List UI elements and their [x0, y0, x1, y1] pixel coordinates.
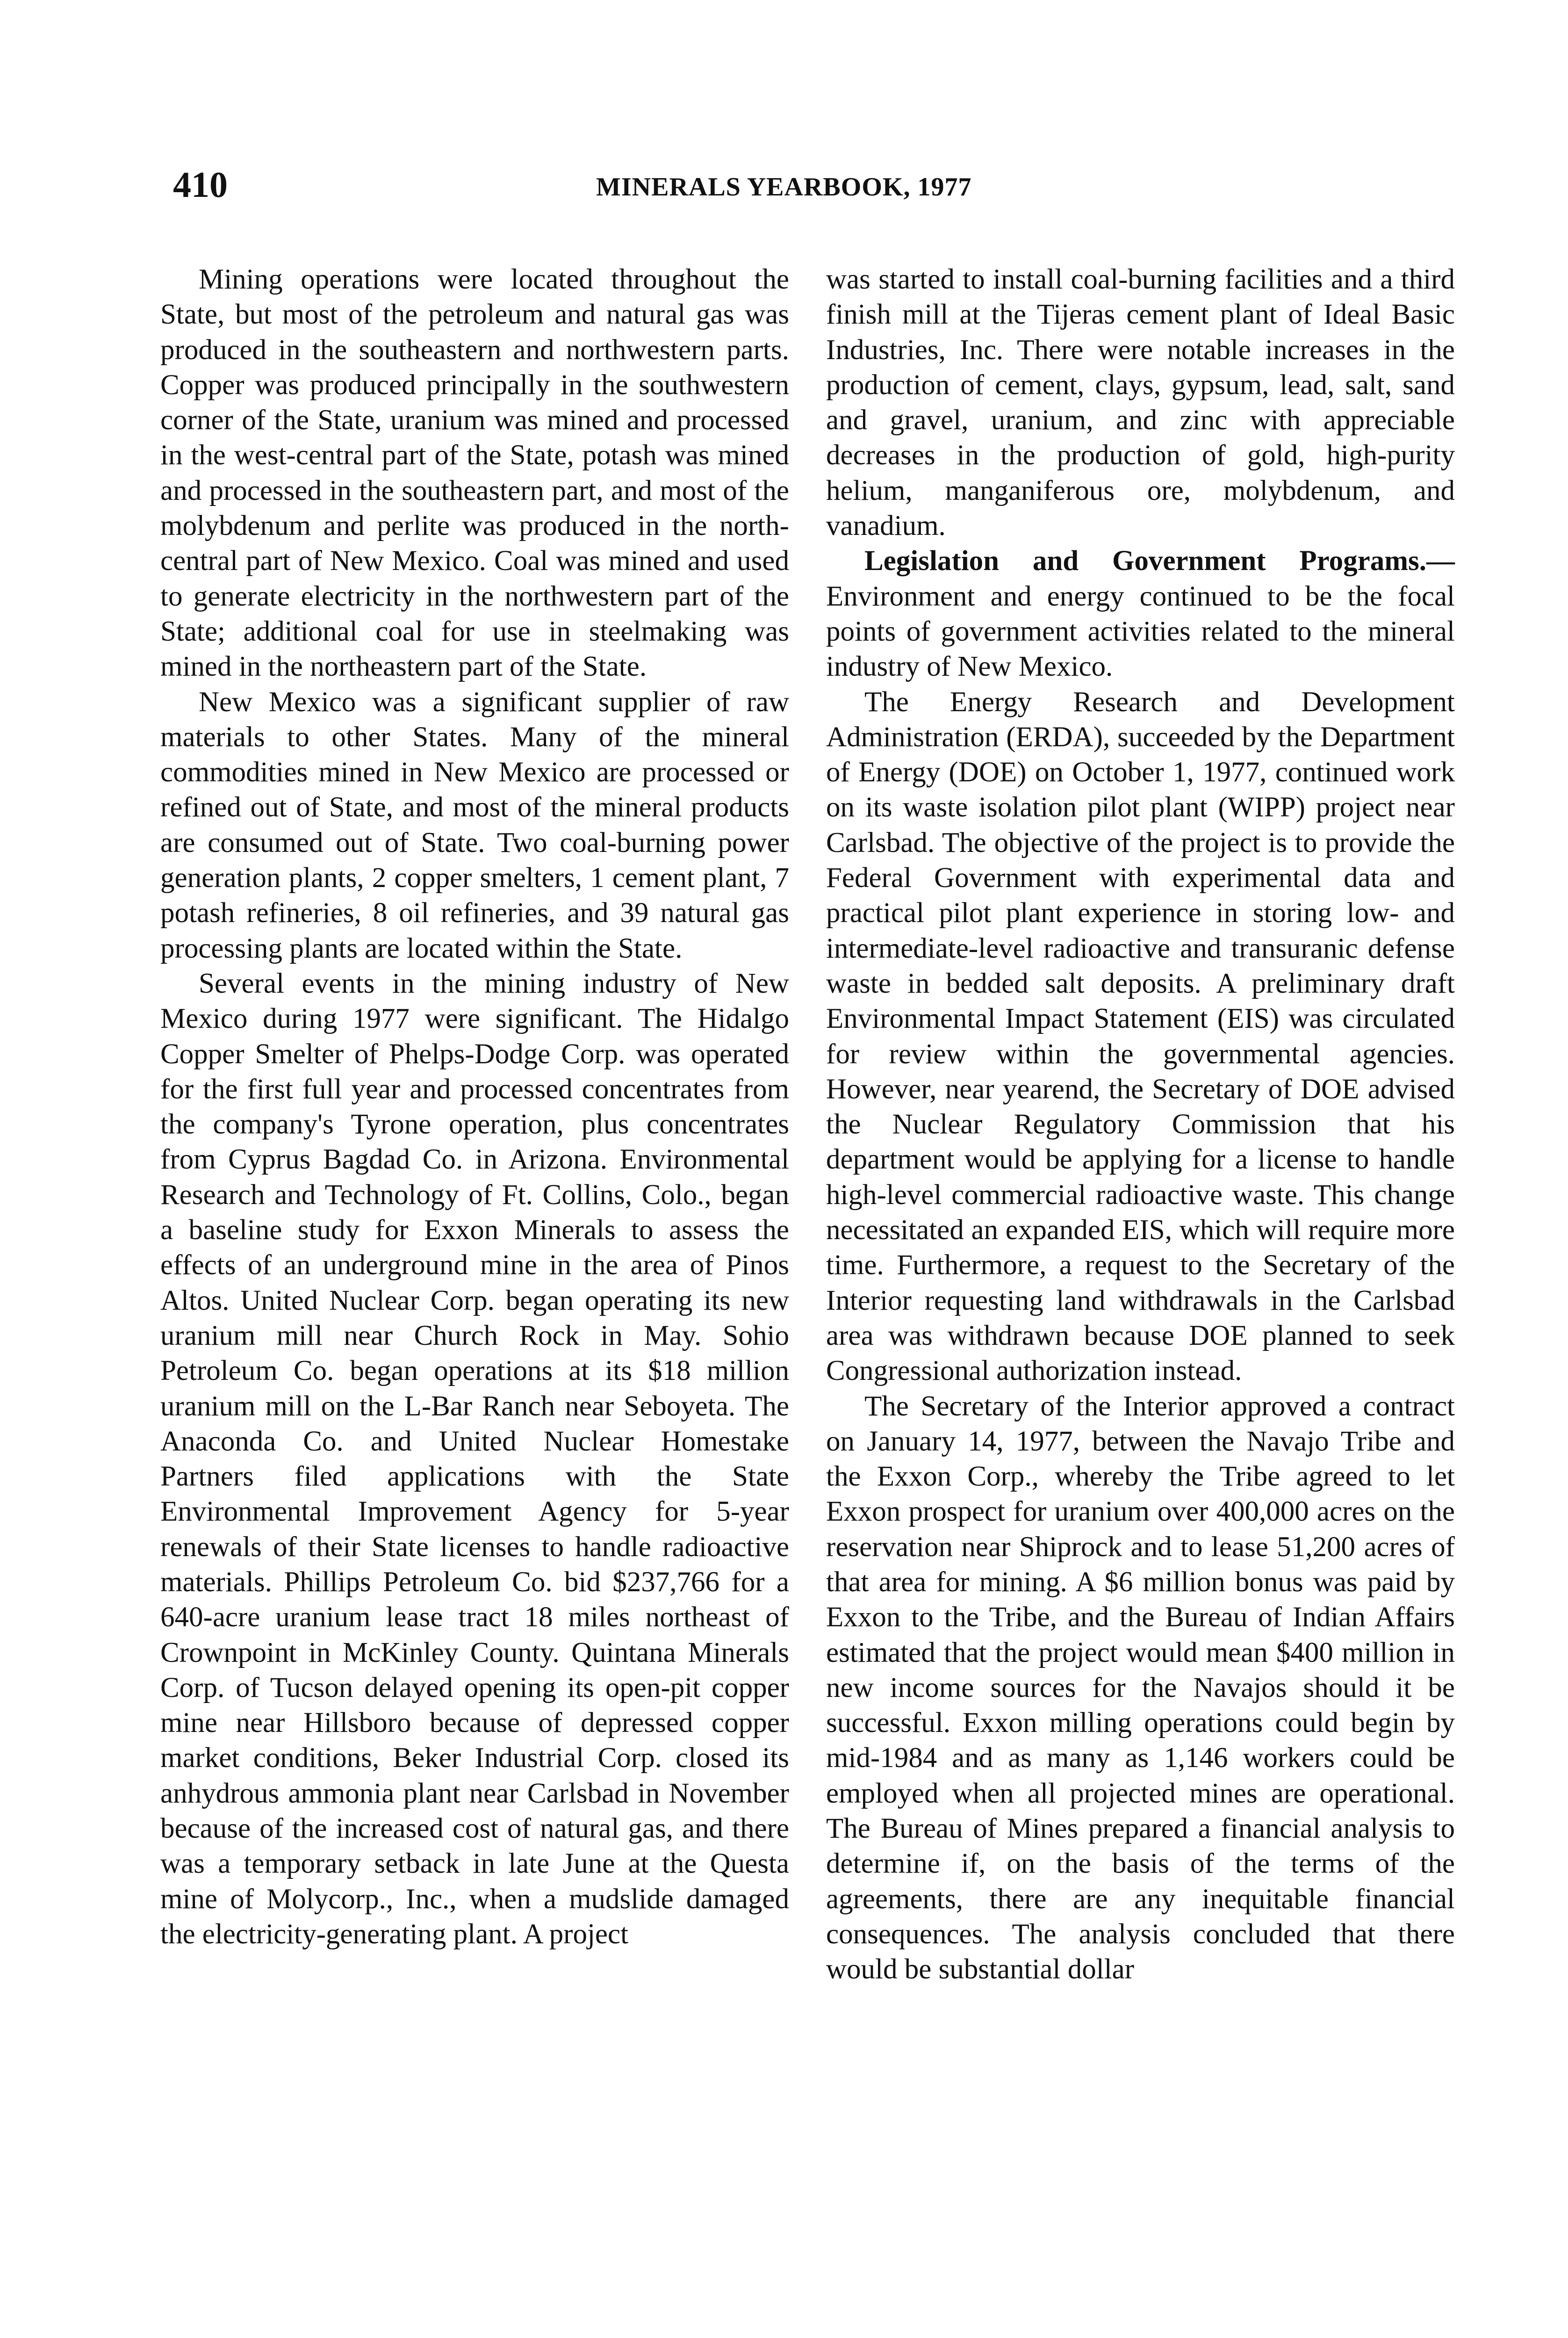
running-title: MINERALS YEARBOOK, 1977 [596, 173, 972, 202]
paragraph-significant-events: Several events in the mining industry of New Mexico during 1977 were significant. The Hidalgo Copper Smelter of Phelps-Dodge Corp. was operated for the first full year and processed concentrates from the company's Tyrone operation, plus concentrates from Cyprus Bagdad Co. in Arizona. Environmental Research and Technology of Ft. Collins, Colo., began a baseline study for Exxon Minerals to assess the effects of an underground mine in the area of Pinos Altos. United Nuclear Corp. began operating its new uranium mill near Church Rock in May. Sohio Petroleum Co. began operations at its $18 million uranium mill on the L-Bar Ranch near Seboyeta. The Anaconda Co. and United Nuclear Homestake Partners filed applications with the State Environmental Improvement Agency for 5-year renewals of their State licenses to handle radioactive materials. Phillips Petroleum Co. bid $237,766 for a 640-acre uranium lease tract 18 miles northeast of Crownpoint in McKinley County. Quintana Minerals Corp. of Tucson delayed opening its open-pit copper mine near Hillsboro because of depressed copper market conditions, Beker Industrial Corp. closed its anhydrous ammonia plant near Carlsbad in November because of the increased cost of natural gas, and there was a temporary setback in late June at the Questa mine of Molycorp., Inc., when a mudslide damaged the electricity-generating plant. A project [160, 967, 789, 1950]
paragraph-raw-materials-supplier: New Mexico was a significant supplier of raw materials to other States. Many of the mineral commodities mined in New Mexico are processed or refined out of State, and most of the mineral products are consumed out of State. Two coal-burning power generation plants, 2 copper smelters, 1 cement plant, 7 potash refineries, 8 oil refineries, and 39 natural gas processing plants are located within the State. [160, 686, 789, 964]
paragraph-erda-wipp: The Energy Research and Development Administration (ERDA), succeeded by the Department of Energy (DOE) on October 1, 1977, continued work on its waste isolation pilot plant (WIPP) project near Carlsbad. The objective of the project is to provide the Federal Government with experimental data and practical pilot plant experience in storing low- and intermediate-level radioactive and transuranic defense waste in bedded salt deposits. A preliminary draft Environmental Impact Statement (EIS) was circulated for review within the governmental agencies. However, near yearend, the Secretary of DOE advised the Nuclear Regulatory Commission that his department would be applying for a license to handle high-level commercial radioactive waste. This change necessitated an expanded EIS, which will require more time. Furthermore, a request to the Secretary of the Interior requesting land withdrawals in the Carlsbad area was withdrawn because DOE planned to seek Congressional authorization instead. [826, 686, 1455, 1387]
page-header [173, 164, 1061, 210]
section-heading-legislation: Legislation and Government Programs.— [864, 545, 1455, 577]
left-column [160, 262, 789, 1952]
paragraph-navajo-exxon: The Secretary of the Interior approved a contract on January 14, 1977, between the Navajo Tribe and the Exxon Corp., whereby the Tribe agreed to let Exxon prospect for uranium over 400,000 acres on the reservation near Shiprock and to lease 51,200 acres of that area for mining. A $6 million bonus was paid by Exxon to the Tribe, and the Bureau of Indian Affairs estimated that the project would mean $400 million in new income sources for the Navajos should it be successful. Exxon milling operations could begin by mid-1984 and as many as 1,146 workers could be employed when all projected mines are operational. The Bureau of Mines prepared a financial analysis to determine if, on the basis of the terms of the agreements, there are any inequitable financial consequences. The analysis concluded that there would be substantial dollar [826, 1390, 1455, 1985]
page-number: 410 [173, 164, 228, 205]
right-column [826, 262, 1455, 1987]
legislation-lead-text: Environment and energy continued to be the focal points of government activities related to the mineral industry of New Mexico. [826, 580, 1455, 683]
paragraph-continuation: was started to install coal-burning facilities and a third finish mill at the Tijeras cement plant of Ideal Basic Industries, Inc. There were notable increases in the production of cement, clays, gypsum, lead, salt, sand and gravel, uranium, and zinc with appreciable decreases in the production of gold, high-purity helium, manganiferous ore, molybdenum, and vanadium. [826, 264, 1455, 542]
paragraph-legislation [826, 543, 1455, 684]
paragraph-mining-operations: Mining operations were located throughout the State, but most of the petroleum and natural gas was produced in the southeastern and northwestern parts. Copper was produced principally in the southwestern corner of the State, uranium was mined and processed in the west-central part of the State, potash was mined and processed in the southeastern part, and most of the molybdenum and perlite was produced in the north-central part of New Mexico. Coal was mined and used to generate electricity in the northwestern part of the State; additional coal for use in steelmaking was mined in the northeastern part of the State. [160, 264, 789, 683]
